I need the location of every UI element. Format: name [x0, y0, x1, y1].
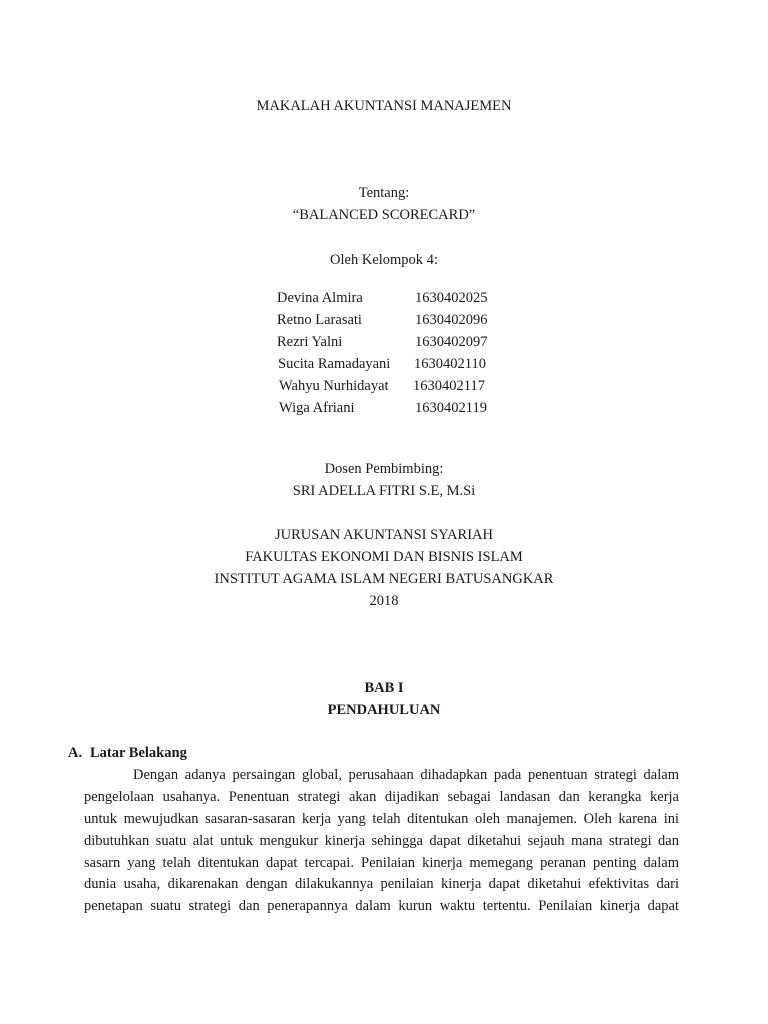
- section-heading: [68, 744, 187, 762]
- body-paragraph: [84, 765, 679, 918]
- paragraph-line: dibutuhkan suatu alat untuk mengukur kinerja sehingga dapat diketahui sejauh mana strategi dan: [84, 832, 679, 849]
- supervisor-label: Dosen Pembimbing:: [324, 461, 444, 477]
- member-id: 1630402119: [415, 400, 487, 416]
- topic-title: “BALANCED SCORECARD”: [292, 207, 476, 223]
- paragraph-line: pengelolaan usahanya. Penentuan strategi akan dijadikan sebagai landasan dan kerangka kerja: [84, 788, 679, 805]
- paragraph-line: untuk mewujudkan sasaran-sasaran kerja yang telah ditentukan oleh manajemen. Oleh karena ini: [84, 810, 679, 827]
- group-label: Oleh Kelompok 4:: [330, 252, 438, 268]
- member-id: 1630402117: [413, 378, 485, 394]
- section-title: Latar Belakang: [90, 745, 187, 761]
- paragraph-line: penetapan suatu strategi dan penerapannya dalam kurun waktu tertentu. Penilaian kinerja dapat: [84, 898, 679, 915]
- supervisor-name: SRI ADELLA FITRI S.E, M.Si: [292, 483, 476, 499]
- document-title: MAKALAH AKUNTANSI MANAJEMEN: [256, 98, 512, 114]
- member-name: Wahyu Nurhidayat: [279, 378, 389, 394]
- member-id: 1630402110: [414, 356, 486, 372]
- member-id: 1630402097: [415, 334, 488, 350]
- chapter-number: BAB I: [364, 680, 404, 696]
- member-name: Devina Almira: [277, 290, 363, 306]
- tentang-label: Tentang:: [358, 185, 410, 201]
- paragraph-line: Dengan adanya persaingan global, perusahaan dihadapkan pada penentuan strategi dalam: [133, 767, 679, 783]
- document-year: 2018: [369, 593, 399, 609]
- member-name: Rezri Yalni: [277, 334, 343, 350]
- member-id: 1630402025: [415, 290, 488, 306]
- department-name: JURUSAN AKUNTANSI SYARIAH: [275, 527, 493, 543]
- member-name: Sucita Ramadayani: [278, 356, 391, 372]
- chapter-title: PENDAHULUAN: [327, 702, 441, 718]
- member-name: Wiga Afriani: [279, 400, 355, 416]
- paragraph-line: sasarn yang telah ditentukan dapat tercapai. Penilaian kinerja memegang peranan penting dalam: [84, 854, 679, 871]
- faculty-name: FAKULTAS EKONOMI DAN BISNIS ISLAM: [245, 549, 523, 565]
- member-id: 1630402096: [415, 312, 488, 328]
- paragraph-line: dunia usaha, dikarenakan dengan dilakukannya penilaian kinerja dapat diketahui efektivitas dari: [84, 876, 679, 893]
- member-name: Retno Larasati: [277, 312, 362, 328]
- section-letter: A.: [68, 745, 83, 761]
- university-name: INSTITUT AGAMA ISLAM NEGERI BATUSANGKAR: [214, 571, 554, 587]
